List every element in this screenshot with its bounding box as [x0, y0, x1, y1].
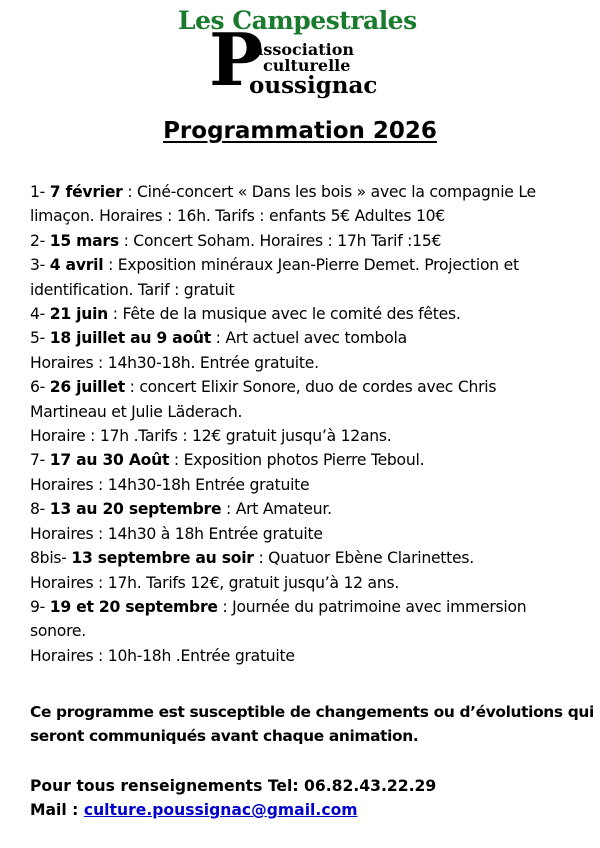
program-line-text: : Journée du patrimoine avec immersion	[217, 597, 527, 616]
program-line-text: Horaires : 14h30-18h Entrée gratuite	[30, 475, 310, 494]
program-date: 13 au 20 septembre	[49, 500, 222, 519]
program-line	[30, 546, 590, 570]
program-line	[30, 253, 590, 277]
program-date: 17 au 30 Août	[49, 451, 170, 470]
program-line-text: : Quatuor Ebène Clarinettes.	[253, 549, 474, 568]
page-title-text: Programmation 2026	[163, 118, 437, 144]
program-line	[30, 571, 590, 595]
program-line	[30, 229, 590, 253]
notice-line: seront communiqués avant chaque animation.	[30, 727, 419, 745]
program-line-text: : Art actuel avec tombola	[210, 329, 407, 348]
program-line	[30, 326, 590, 350]
program-line-text: Horaires : 14h30 à 18h Entrée gratuite	[30, 524, 323, 543]
page-title	[0, 118, 600, 144]
program-line-text: : Art Amateur.	[221, 500, 332, 519]
program-line-text: : Exposition photos Pierre Teboul.	[169, 451, 425, 470]
program-date: 18 juillet au 9 août	[49, 329, 211, 348]
program-line-prefix: 8-	[30, 500, 50, 519]
program-line-text: : concert Elixir Sonore, duo de cordes avec Chris	[124, 378, 497, 397]
program-line-text: Horaires : 16h. Tarifs : enfants 5€ Adultes 10€	[99, 207, 445, 226]
contact-mail-line	[30, 798, 590, 822]
association-logo	[0, 0, 600, 110]
program-line-prefix: limaçon.	[30, 207, 100, 226]
program-date: 4 avril	[49, 256, 104, 275]
program-line	[30, 522, 590, 546]
program-line-prefix: 1-	[30, 183, 50, 201]
program-line-prefix: 2-	[30, 231, 50, 250]
program-line	[30, 204, 590, 228]
program-line-text: Horaires : 17h. Tarifs 12€, gratuit jusqu’à 12 ans.	[30, 573, 400, 592]
program-line	[30, 278, 590, 302]
logo-line-association: association	[253, 40, 355, 59]
program-line	[30, 448, 590, 472]
program-line-text: Horaires : 14h30-18h. Entrée gratuite.	[30, 353, 319, 372]
program-date: 26 juillet	[49, 378, 125, 397]
program-line	[30, 351, 590, 375]
mail-label: Mail :	[30, 801, 84, 819]
program-line	[30, 424, 590, 448]
program-line-prefix: 7-	[30, 451, 50, 470]
logo-line-town: oussignac	[249, 72, 378, 99]
program-line-prefix: 3-	[30, 256, 50, 275]
program-line-text: : Exposition minéraux Jean-Pierre Demet. Projection et	[103, 256, 519, 275]
logo-title: Les Campestrales	[178, 6, 417, 35]
program-line-prefix: 6-	[30, 378, 50, 397]
program-date: 21 juin	[49, 305, 109, 324]
notice-line: Ce programme est susceptible de changements ou d’évolutions qui	[30, 703, 594, 721]
program-line-text: : Ciné-concert « Dans les bois » avec la compagnie Le	[122, 183, 536, 201]
program-line-text: identification. Tarif : gratuit	[30, 280, 235, 299]
program-line-text: Horaires : 10h-18h .Entrée gratuite	[30, 646, 295, 665]
program-date: 13 septembre au soir	[71, 549, 254, 568]
logo-big-letter: P	[209, 17, 264, 102]
program-line	[30, 302, 590, 326]
program-line	[30, 644, 590, 668]
contact-info: Pour tous renseignements Tel: 06.82.43.22.29	[30, 777, 437, 795]
contact-block	[30, 774, 590, 822]
program-date: 7 février	[49, 183, 123, 201]
program-line	[30, 619, 590, 643]
program-line	[30, 180, 590, 204]
program-line-text: Horaire : 17h .Tarifs : 12€ gratuit jusqu’à 12ans.	[30, 427, 392, 446]
program-date: 15 mars	[49, 231, 119, 250]
program-line-prefix: 9-	[30, 597, 50, 616]
program-line	[30, 375, 590, 399]
logo-line-culturelle: culturelle	[263, 56, 351, 75]
email-link[interactable]: culture.poussignac@gmail.com	[83, 801, 358, 819]
program-line-text: : Fête de la musique avec le comité des fêtes.	[108, 305, 461, 324]
program-line-prefix: 8bis-	[30, 549, 72, 568]
program-list	[30, 180, 590, 668]
program-line	[30, 595, 590, 619]
program-line	[30, 400, 590, 424]
program-line-text: sonore.	[30, 622, 86, 641]
program-date: 19 et 20 septembre	[49, 597, 218, 616]
program-line	[30, 473, 590, 497]
change-notice	[30, 700, 595, 748]
program-line	[30, 497, 590, 521]
program-line-text: Martineau et Julie Läderach.	[30, 402, 243, 421]
program-line-prefix: 5-	[30, 329, 50, 348]
program-line-prefix: 4-	[30, 305, 50, 324]
program-line-text: : Concert Soham. Horaires : 17h Tarif :15€	[118, 231, 442, 250]
